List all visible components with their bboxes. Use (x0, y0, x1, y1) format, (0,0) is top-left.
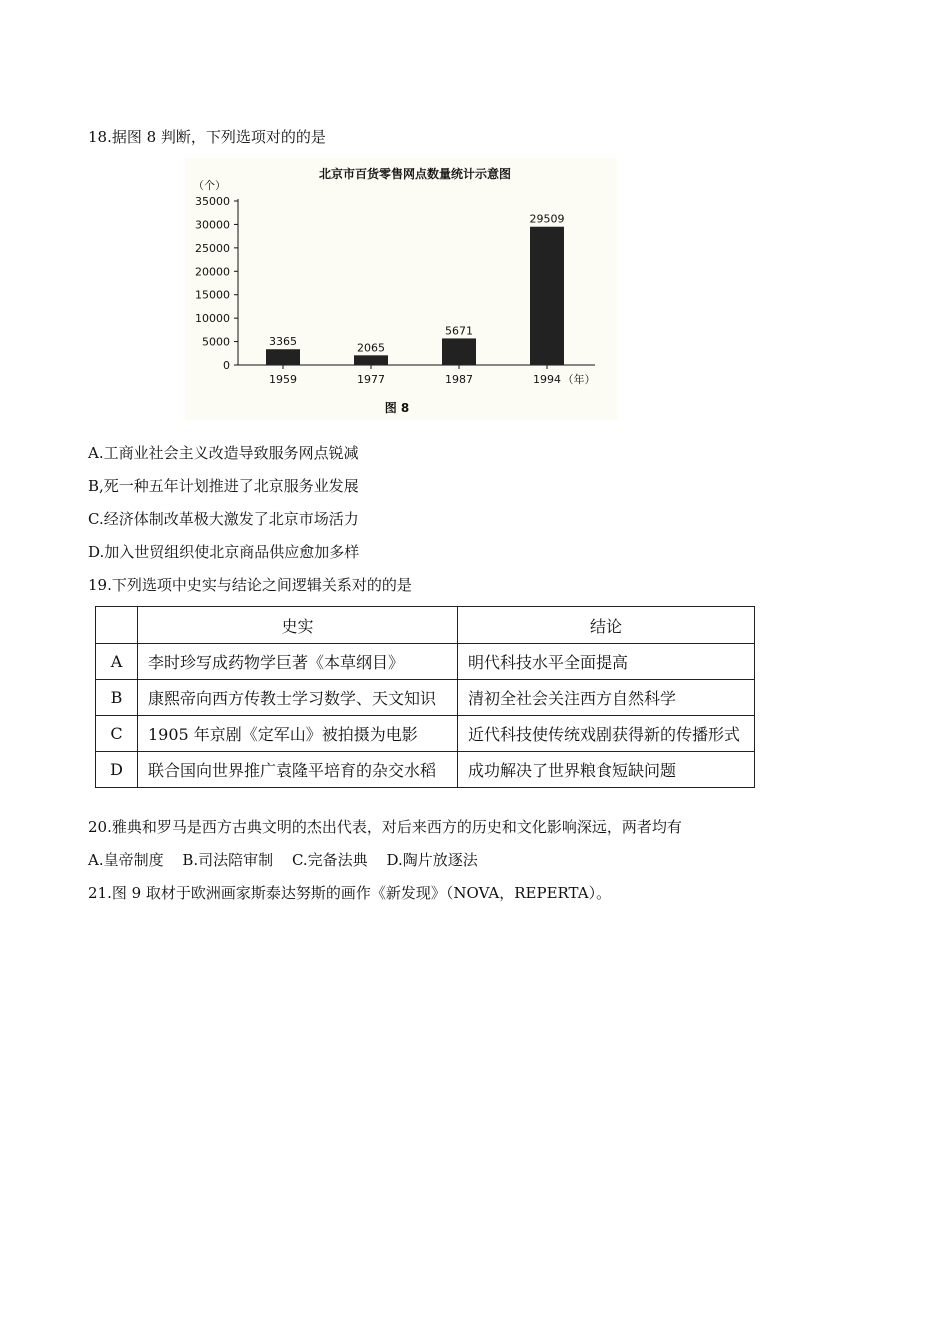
row-conclusion: 成功解决了世界粮食短缺问题 (458, 752, 755, 788)
y-tick-label: 15000 (195, 288, 230, 302)
row-conclusion: 近代科技使传统戏剧获得新的传播形式 (458, 716, 755, 752)
y-tick-label: 10000 (195, 312, 230, 326)
header-blank (96, 607, 138, 644)
q20-option-b[interactable]: B.司法陪审制 (182, 851, 274, 869)
row-fact: 1905 年京剧《定军山》被拍摄为电影 (138, 716, 458, 752)
header-fact: 史实 (138, 607, 458, 644)
row-fact: 康熙帝向西方传教士学习数学、天文知识 (138, 680, 458, 716)
q20-option-a[interactable]: A.皇帝制度 (88, 851, 164, 869)
q21-stem: 21.图 9 取材于欧洲画家斯泰达努斯的画作《新发现》（NOVA，REPERTA）。 (88, 884, 612, 902)
q20-options (88, 850, 492, 870)
q18-option-d[interactable]: D.加入世贸组织使北京商品供应愈加多样 (88, 543, 360, 561)
data-label-1987: 5671 (445, 324, 473, 338)
q19-stem: 19.下列选项中史实与结论之间逻辑关系对的的是 (88, 576, 412, 594)
table-row[interactable] (96, 680, 755, 716)
x-tick-label-1994: 1994 (533, 373, 561, 386)
y-tick-label: 0 (223, 359, 230, 372)
table-header-row (96, 607, 755, 644)
y-tick-label: 5000 (202, 335, 230, 349)
q19-table (95, 606, 755, 788)
row-letter: B (96, 680, 138, 716)
x-axis-label: （年） (562, 373, 596, 386)
q18-option-c[interactable]: C.经济体制改革极大激发了北京市场活力 (88, 510, 359, 528)
bar-1959 (266, 349, 300, 365)
row-conclusion: 明代科技水平全面提高 (458, 644, 755, 680)
header-conclusion: 结论 (458, 607, 755, 644)
bar-1987 (442, 338, 476, 365)
q20-option-d[interactable]: D.陶片放逐法 (386, 851, 478, 869)
row-letter: D (96, 752, 138, 788)
q18-stem: 18.据图 8 判断，下列选项对的的是 (88, 128, 326, 146)
data-label-1994: 29509 (529, 212, 565, 226)
x-tick-label-1987: 1987 (445, 373, 473, 386)
figure-caption: 图 8 (384, 401, 410, 415)
y-axis-label: （个） (193, 179, 226, 192)
bar-1977 (354, 355, 388, 365)
data-label-1959: 3365 (269, 335, 297, 349)
x-tick-label-1959: 1959 (269, 373, 297, 386)
table-row[interactable] (96, 644, 755, 680)
x-tick-label-1977: 1977 (357, 373, 385, 386)
y-tick-label: 35000 (195, 195, 230, 208)
figure-8-chart (185, 158, 617, 420)
chart-title: 北京市百货零售网点数量统计示意图 (318, 167, 512, 181)
table-row[interactable] (96, 752, 755, 788)
q20-option-c[interactable]: C.完备法典 (291, 851, 368, 869)
y-tick-label: 30000 (195, 218, 230, 232)
row-fact: 李时珍写成药物学巨著《本草纲目》 (138, 644, 458, 680)
row-fact: 联合国向世界推广袁隆平培育的杂交水稻 (138, 752, 458, 788)
row-letter: C (96, 716, 138, 752)
y-tick-label: 25000 (195, 241, 230, 255)
bar-1994 (530, 227, 564, 365)
row-letter: A (96, 644, 138, 680)
q20-stem: 20.雅典和罗马是西方古典文明的杰出代表，对后来西方的历史和文化影响深远，两者均有 (88, 818, 682, 836)
q18-option-a[interactable]: A.工商业社会主义改造导致服务网点锐减 (88, 444, 359, 462)
row-conclusion: 清初全社会关注西方自然科学 (458, 680, 755, 716)
q18-option-b[interactable]: B,死一种五年计划推进了北京服务业发展 (88, 477, 359, 495)
table-row[interactable] (96, 716, 755, 752)
data-label-1977: 2065 (357, 341, 385, 355)
y-tick-label: 20000 (195, 265, 230, 279)
bar-chart (185, 158, 617, 420)
